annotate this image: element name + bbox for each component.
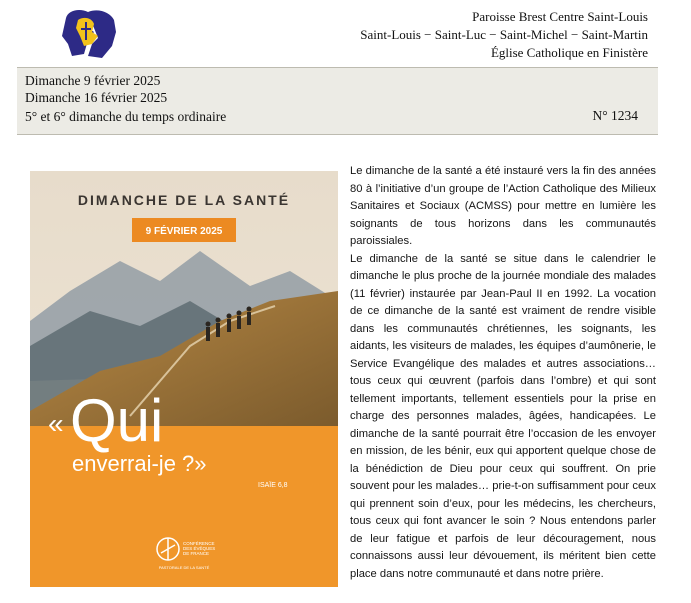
bulletin-date-2: Dimanche 16 février 2025 <box>25 90 168 105</box>
bulletin-band <box>17 67 658 135</box>
poster-quote-open: « <box>48 408 64 439</box>
parish-diocese: Église Catholique en Finistère <box>490 45 648 60</box>
poster-pastoral: PASTORALE DE LA SANTÉ <box>158 565 210 570</box>
article-body <box>350 163 656 583</box>
poster-org-line1: CONFÉRENCE <box>183 541 215 546</box>
poster-date-text: 9 FÉVRIER 2025 <box>145 226 223 237</box>
poster-reference: ISAÏE 6,8 <box>258 482 288 489</box>
article-paragraph-1: Le dimanche de la santé a été instauré vers la fin des années 80 à l’initiative d’un groupe de l’Action Catholique des Milieux Sanitaires et Sociaux (ACMSS) pour mettre en lumière les soignants de tous horizons dans les communautés paroissiales. <box>350 165 656 247</box>
bulletin-number: N° 1234 <box>592 108 638 123</box>
bulletin-liturgy: 5° et 6° dimanche du temps ordinaire <box>25 109 227 124</box>
poster-org-line2: DES ÉVÊQUES <box>183 546 216 551</box>
poster-quote-rest: enverrai-je ?» <box>72 451 207 476</box>
parish-logo <box>58 6 120 62</box>
poster-org-line3: DE FRANCE <box>183 551 210 556</box>
poster-title: DIMANCHE DE LA SANTÉ <box>77 192 291 208</box>
health-sunday-poster <box>30 171 338 587</box>
parish-name: Paroisse Brest Centre Saint-Louis <box>472 9 648 24</box>
article-paragraph-2: Le dimanche de la santé se situe dans le calendrier le dimanche le plus proche de la journée mondiale des malades (11 février) instaurée par Jean-Paul II en 1992. La vocation de ce dimanche de la santé est vraiment de rendre visible dans les communautés chrétiennes, les soignants, les aidants, les visiteurs de malades, les équipes d’aumônerie, le Service Evangélique des malades et autres associations… tous ceux qui œuvrent (parfois dans l’ombre) et qui sont tellement importants, tellement essentiels pour la prise en charge des personnes malades, âgées, handicapées. Le dimanche de la santé pourrait être l’occasion de les envoyer en mission, de les bénir, eux qui apportent quelque chose de la bénédiction de Dieu pour ceux qui souffrent. On prie souvent pour les malades… prie-t-on suffisamment pour ceux qui prennent soin d’eux, pour les médecins, les chercheurs, tous ceux qui font avancer le soin ? Nous entendons parler de leur fatigue et parfois de leur découragement, nous connaissons aussi leur dévouement, ils méritent bien cette place dans notre communauté et dans notre prière. <box>350 252 656 580</box>
parish-header <box>360 8 648 62</box>
parish-churches: Saint-Louis − Saint-Luc − Saint-Michel − Saint-Martin <box>360 27 648 42</box>
poster-quote-main: Qui <box>70 387 164 454</box>
bulletin-date-1: Dimanche 9 février 2025 <box>25 73 161 88</box>
